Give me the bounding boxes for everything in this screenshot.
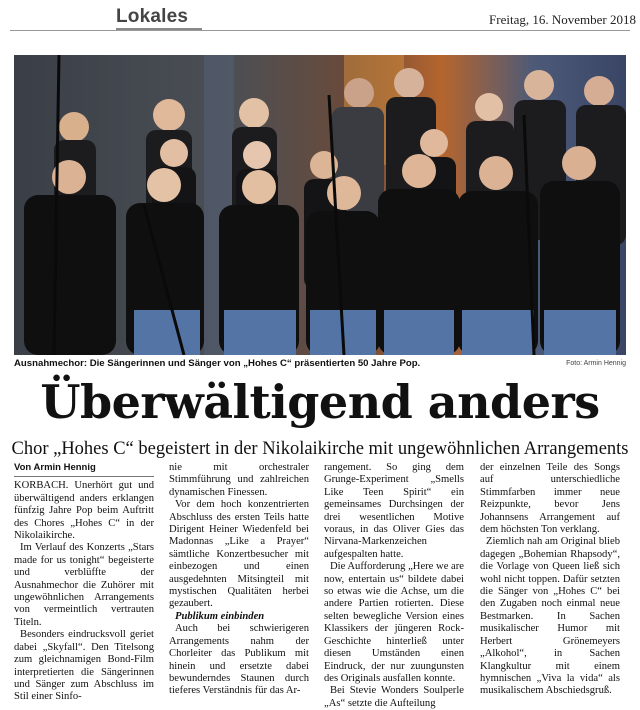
paragraph: Im Verlauf des Konzerts „Stars made for us tonight“ begeisterte und verblüffte der Ausnahmechor die Zuhörer mit ungewöhnlichen Arrangements von vermeintlich vertrauten Titeln. <box>14 542 154 628</box>
paragraph: Ziemlich nah am Original blieb dagegen „Bohemian Rhapsody“, die Vorlage von Queen ließ sich wohl nicht toppen. Dafür setzten die Sänger von „Hohes C“ bei den Zugaben noch einmal neue Bestmarken. In Sachen musikalischer Humor mit Herbert Grönemeyers „Alkohol“, in Sachen Klangkultur mit einem hymnischen „Viva la vida“ als musikalischem Abschiedsgruß. <box>480 536 620 697</box>
section-title: Lokales <box>116 6 189 27</box>
paragraph: nie mit orchestraler Stimmführung und zahlreichen dynamischen Finessen. <box>169 462 309 498</box>
photo-caption <box>14 358 626 372</box>
paragraph: Vor dem hoch konzentrierten Abschluss des ersten Teils hatte Dirigent Heiner Wiedenfeld bei Madonnas „Like a Prayer“ sämtliche Konzertbesucher mit einbezogen und einen ausgedehnten Mitsingteil mit mystischen Qualitäten herbei gezaubert. <box>169 499 309 610</box>
caption-text: Ausnahmechor: Die Sängerinnen und Sänger von „Hohes C“ präsentierten 50 Jahre Pop. <box>14 358 421 369</box>
article-subheadline: Chor „Hohes C“ begeistert in der Nikolaikirche mit ungewöhnlichen Arrangements <box>11 439 629 459</box>
column-1 <box>14 462 154 704</box>
paragraph: rangement. So ging dem Grunge-Experiment „Smells Like Teen Spirit“ ein gemeinsames Durchsingen der drei wesentlichen Motive voraus, in das Oliver Gies das Nirvana-Markenzeichen aufgespalten hatte. <box>324 462 464 560</box>
author-byline: Von Armin Hennig <box>14 462 154 477</box>
paragraph: Besonders eindrucksvoll geriet dabei „Skyfall“. Den Titelsong zum gleichnamigen Bond-Film interpretierten die Sängerinnen und Sänger zum Abschluss im Stil einer Sinfo- <box>14 629 154 703</box>
paragraph: Die Aufforderung „Here we are now, entertain us“ bildete dabei so etwas wie die Achse, um die andere Partien rotierten. Diese selten bewegliche Version eines Klassikers der jüngeren Rock-Geschichte hinterließ unter diesen Umständen einen Eindruck, der nur zuungunsten des Originals ausfallen konnte. <box>324 561 464 684</box>
article-headline: Überwältigend anders <box>40 375 600 429</box>
photo-credit: Foto: Armin Hennig <box>566 360 626 367</box>
choir-photo <box>14 55 626 355</box>
issue-date: Freitag, 16. November 2018 <box>489 12 636 27</box>
article-body <box>14 462 626 707</box>
choir-photo-illustration <box>14 55 626 355</box>
column-4 <box>480 462 620 698</box>
paragraph: KORBACH. Unerhört gut und überwältigend anders erklangen fünfzig Jahre Pop beim Auftritt des Chores „Hohes C“ in der Nikolaikirche. <box>14 480 154 542</box>
paragraph: der einzelnen Teile des Songs auf unterschiedliche Stimmfarben immer neue Reizpunkte, bevor Jens Johannsens Arrangement auf dem höchsten Ton verklang. <box>480 462 620 536</box>
column-2 <box>169 462 309 698</box>
header-divider <box>10 30 630 31</box>
subheading: Publikum einbinden <box>175 610 265 622</box>
paragraph: Bei Stevie Wonders Soulperle „As“ setzte die Aufteilung <box>324 685 464 709</box>
paragraph: Auch bei schwierigeren Arrangements nahm der Chorleiter das Publikum mit hinein und ersetzte dabei bewunderndes Staunen durch tieferes Verständnis für das Ar- <box>169 623 309 697</box>
column-3 <box>324 462 464 710</box>
